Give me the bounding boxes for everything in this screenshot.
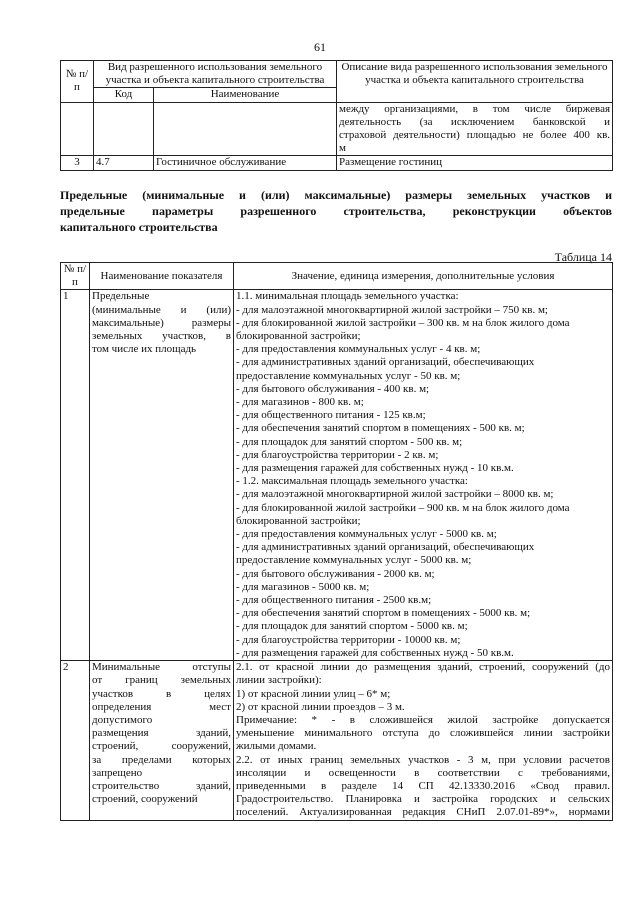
header-code: Код [94,88,154,102]
name-line: размещения зданий, [92,727,231,740]
name-line: за пределами которых [92,753,231,766]
value-line: Градостроительство. Планировка и застройка городских и сельских [236,793,610,806]
value-line: предоставление коммунальных услуг - 50 кв. м; [236,369,461,382]
name-line: строений, сооружений, [92,740,231,753]
value-line: - 1.2. максимальная площадь земельного участка: [236,475,468,488]
heading-line: Предельные (минимальные и (или) максимальные) размеры земельных участков и [60,188,612,202]
value-line: - для магазинов - 800 кв. м; [236,396,364,409]
value-line: предоставление коммунальных услуг - 5000 кв. м; [236,554,472,567]
value-line: 2.1. от красной линии до размещения зданий, строений, сооружений (до [236,661,610,674]
value-line: - для бытового обслуживания - 400 кв. м; [236,382,430,395]
row-name [90,661,234,820]
name-line: запрещено [92,766,143,779]
value-line: линии застройки): [236,674,322,687]
value-line: - для обеспечения занятий спортом в помещениях - 5000 кв. м; [236,607,531,620]
row-num: 1 [61,290,90,661]
table-label: Таблица 14 [554,250,612,264]
row-code [94,102,154,156]
value-line: - для площадок для занятий спортом - 5000 кв. м; [236,620,468,633]
desc-line: страховой деятельности) площадью не более 400 кв. [339,129,611,142]
table-row [61,156,613,170]
name-line: допустимого [92,713,153,726]
value-line: жилыми домами. [236,740,317,753]
value-line: - для размещения гаражей для собственных нужд - 50 кв.м. [236,646,514,659]
value-line: блокированной застройки; [236,514,361,527]
value-line: - для общественного питания - 2500 кв.м; [236,594,432,607]
row-value [234,661,613,820]
name-line: том числе их площадь [92,343,197,356]
value-line: поселений. Актуализированная редакция СНиП 2.07.01-89*», нормами [236,806,610,819]
value-line: - для предоставления коммунальных услуг - 5000 кв. м; [236,528,497,541]
value-line: 2.2. от иных границ земельных участков - 3 м, при условии расчетов [236,753,610,766]
row-num: 3 [61,156,94,170]
value-line: Примечание: * - в сложившейся жилой застройке допускается [236,713,610,726]
row-code: 4.7 [94,156,154,170]
header-kind: Вид разрешенного использования земельного участка и объекта капитального строительства [94,61,337,88]
name-line: (минимальные и (или) [92,303,231,316]
header-name: Наименование показателя [90,263,234,290]
row-name: Гостиничное обслуживание [154,156,337,170]
name-line: строительство зданий, [92,779,231,792]
desc-line: м [339,142,346,155]
row-name [154,102,337,156]
value-line: - для блокированной жилой застройки – 300 кв. м на блок жилого дома [236,316,570,329]
value-line: - для блокированной жилой застройки – 900 кв. м на блок жилого дома [236,501,570,514]
row-num: 2 [61,661,90,820]
value-line: - для малоэтажной многоквартирной жилой застройки – 750 кв. м; [236,303,548,316]
value-line: - для благоустройства территории - 10000 кв. м; [236,633,461,646]
name-line: земельных участков, в [92,330,231,343]
value-line: - для малоэтажной многоквартирной жилой застройки – 8000 кв. м; [236,488,554,501]
value-line: приведенными в разделе 14 СП 42.13330.2016 «Свод правил. [236,779,610,792]
name-line: строений, сооружений [92,793,198,806]
row-num [61,102,94,156]
value-line: 1) от красной линии улиц – 6* м; [236,687,391,700]
value-line: - для магазинов - 5000 кв. м; [236,580,370,593]
row-name [90,290,234,661]
heading-line: предельные параметры разрешенного строительства, реконструкции объектов [60,204,612,218]
name-line: определения мест [92,700,231,713]
land-use-table [60,60,613,171]
name-line: Предельные [92,290,150,303]
value-line: уменьшение минимального отступа до сложившейся линии застройки [236,727,610,740]
header-num: № п/п [61,61,94,103]
row-desc [337,102,613,156]
value-line: - для административных зданий организаций, обеспечивающих [236,356,535,369]
page-number: 61 [314,40,326,54]
heading-line: капитального строительства [60,220,218,234]
name-line: максимальные) размеры [92,316,231,329]
section-heading [60,187,612,235]
value-line: - для предоставления коммунальных услуг - 4 кв. м; [236,343,481,356]
table-row [61,290,613,661]
table-row [61,102,613,156]
name-line: Минимальные отступы [92,661,231,674]
desc-line: деятельность (за исключением банковской и [339,115,611,128]
header-value: Значение, единица измерения, дополнительные условия [234,263,613,290]
value-line: - для площадок для занятий спортом - 500 кв. м; [236,435,463,448]
value-line: - для административных зданий организаций, обеспечивающих [236,541,535,554]
row-value [234,290,613,661]
name-line: участков в целях [92,687,231,700]
value-line: 1.1. минимальная площадь земельного участка: [236,290,459,303]
table-row [61,661,613,820]
name-line: от границ земельных [92,674,231,687]
desc-line: между организациями, в том числе биржевая [339,102,611,115]
value-line: 2) от красной линии проездов – 3 м. [236,700,405,713]
header-name: Наименование [154,88,337,102]
row-desc: Размещение гостиниц [337,156,613,170]
value-line: - для обеспечения занятий спортом в помещениях - 500 кв. м; [236,422,525,435]
parameters-table [60,262,613,821]
header-desc: Описание вида разрешенного использования земельного участка и объекта капитального строительства [337,61,613,103]
value-line: - для размещения гаражей для собственных нужд - 10 кв.м. [236,462,514,475]
value-line: - для общественного питания - 125 кв.м; [236,409,426,422]
value-line: инсоляции и освещенности в соответствии с требованиями, [236,766,610,779]
header-num: № п/п [61,263,90,290]
value-line: блокированной застройки; [236,330,361,343]
value-line: - для бытового обслуживания - 2000 кв. м; [236,567,435,580]
value-line: - для благоустройства территории - 2 кв. м; [236,448,439,461]
